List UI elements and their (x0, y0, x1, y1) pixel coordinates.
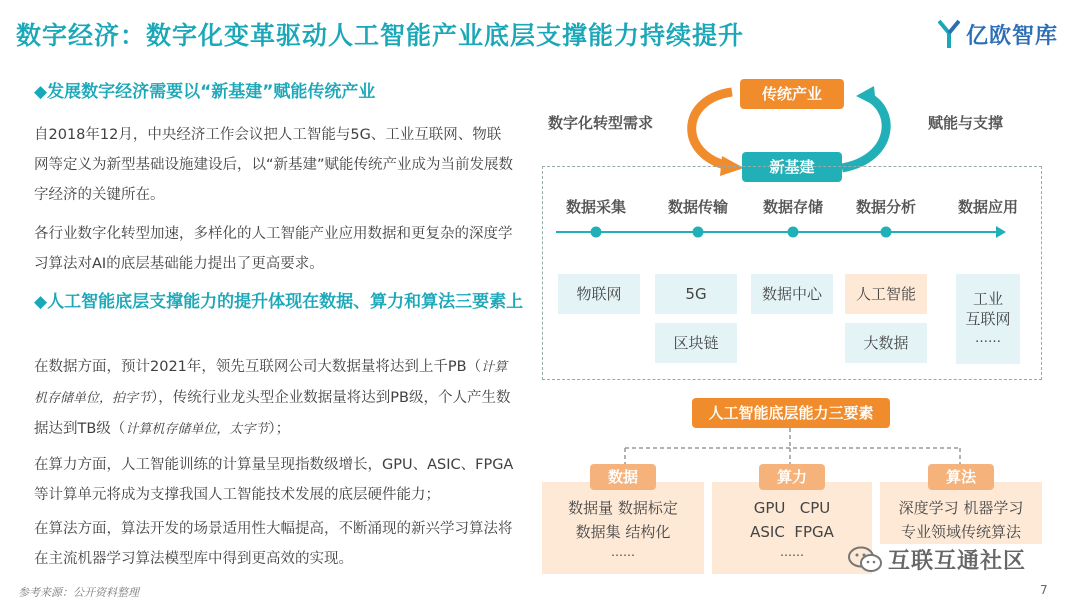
paragraph-2: 各行业数字化转型加速，多样化的人工智能产业应用数据和更复杂的深度学习算法对AI的底层基础能力提出了更高要求。 (34, 226, 513, 272)
logo-icon (938, 19, 960, 49)
item-industrial-ellipsis: …… (975, 331, 1001, 346)
left-cycle-arrow (692, 92, 732, 166)
section-heading-1: ◆发展数字经济需要以“新基建”赋能传统产业 (34, 82, 376, 102)
item-industrial-line-2: 互联网 (965, 310, 1011, 328)
empower-support-label: 赋能与支撑 (928, 114, 1004, 132)
data-pill: 数据 (590, 464, 656, 490)
item-bigdata: 大数据 (845, 323, 927, 363)
stage-data-application: 数据应用 (957, 198, 1018, 216)
source-note: 参考来源：公开资料整理 (18, 586, 139, 599)
timeline-dot-analysis (881, 227, 892, 238)
page-title: 数字经济：数字化变革驱动人工智能产业底层支撑能力持续提升 (16, 21, 745, 50)
item-industrial-line-1: 工业 (972, 290, 1003, 308)
right-arrow-head (856, 86, 876, 106)
item-blockchain: 区块链 (655, 323, 737, 363)
algorithm-line-2: 专业领域传统算法 (900, 523, 1021, 541)
compute-pill: 算力 (759, 464, 825, 490)
page-number: 7 (1040, 583, 1048, 597)
stage-data-transfer: 数据传输 (667, 198, 728, 216)
paragraph-3-part-3: ）； (268, 421, 291, 437)
paragraph-3 (34, 352, 514, 445)
paragraph-1: 自2018年12月，中央经济工作会议把人工智能与5G、工业互联网、物联网等定义为新型基础设施建设后，以“新基建”赋能传统产业成为当前发展数字经济的关键所在。 (34, 127, 514, 203)
data-line-2: 数据集 结构化 (575, 523, 671, 541)
right-cycle-arrow (842, 96, 886, 168)
paragraph-3-part-2: ），传统行业龙头型企业数据量将达到PB级，个人产生数据达到TB级（ (34, 390, 511, 437)
three-elements-box: 人工智能底层能力三要素 (692, 398, 890, 428)
timeline-arrowhead (996, 226, 1006, 238)
algorithm-element-box (880, 482, 1042, 544)
wechat-icon (848, 546, 882, 574)
item-ai: 人工智能 (845, 274, 927, 314)
paragraph-3-note-2: 计算机存储单位，太字节 (125, 422, 269, 437)
timeline-dot-storage (788, 227, 799, 238)
data-line-3: …… (611, 545, 635, 559)
data-flow-timeline (556, 222, 1006, 242)
new-infrastructure-box: 新基建 (742, 152, 842, 182)
stage-data-analysis: 数据分析 (855, 198, 916, 216)
watermark-text: 互联互通社区 (888, 549, 1027, 574)
data-element-box (542, 482, 704, 574)
item-iot: 物联网 (558, 274, 640, 314)
stage-data-collection: 数据采集 (565, 198, 626, 216)
paragraph-4: 在算力方面，人工智能训练的计算量呈现指数级增长，GPU、ASIC、FPGA等计算单元将成为支撑我国人工智能技术发展的底层硬件能力； (34, 457, 514, 503)
logo (938, 14, 1058, 54)
compute-line-2: ASIC FPGA (750, 523, 834, 541)
algorithm-line-1: 深度学习 机器学习 (898, 499, 1024, 517)
item-5g: 5G (655, 274, 737, 314)
watermark (848, 544, 1026, 575)
algorithm-pill: 算法 (928, 464, 994, 490)
section-heading-2: ◆人工智能底层支撑能力的提升体现在数据、算力和算法三要素上 (34, 292, 524, 312)
compute-line-3: …… (780, 545, 804, 559)
traditional-industry-box: 传统产业 (740, 79, 844, 109)
paragraph-3-part-1: 在数据方面，预计2021年，领先互联网公司大数据量将达到上千PB（ (34, 359, 482, 375)
paragraph-3-note-1: 计算机存储单位，拍字节 (34, 360, 508, 406)
compute-line-1: GPU CPU (753, 499, 831, 517)
timeline-dot-collection (591, 227, 602, 238)
item-industrial-internet (956, 274, 1020, 364)
data-line-1: 数据量 数据标定 (568, 499, 678, 517)
stage-data-storage: 数据存储 (762, 198, 823, 216)
paragraph-5: 在算法方面，算法开发的场景适用性大幅提高，不断涌现的新兴学习算法将在主流机器学习算法模型库中得到更高效的实现。 (34, 521, 513, 567)
timeline-dot-transfer (693, 227, 704, 238)
logo-text: 亿欧智库 (966, 23, 1059, 49)
item-datacenter: 数据中心 (751, 274, 833, 314)
digital-demand-label: 数字化转型需求 (548, 114, 654, 132)
